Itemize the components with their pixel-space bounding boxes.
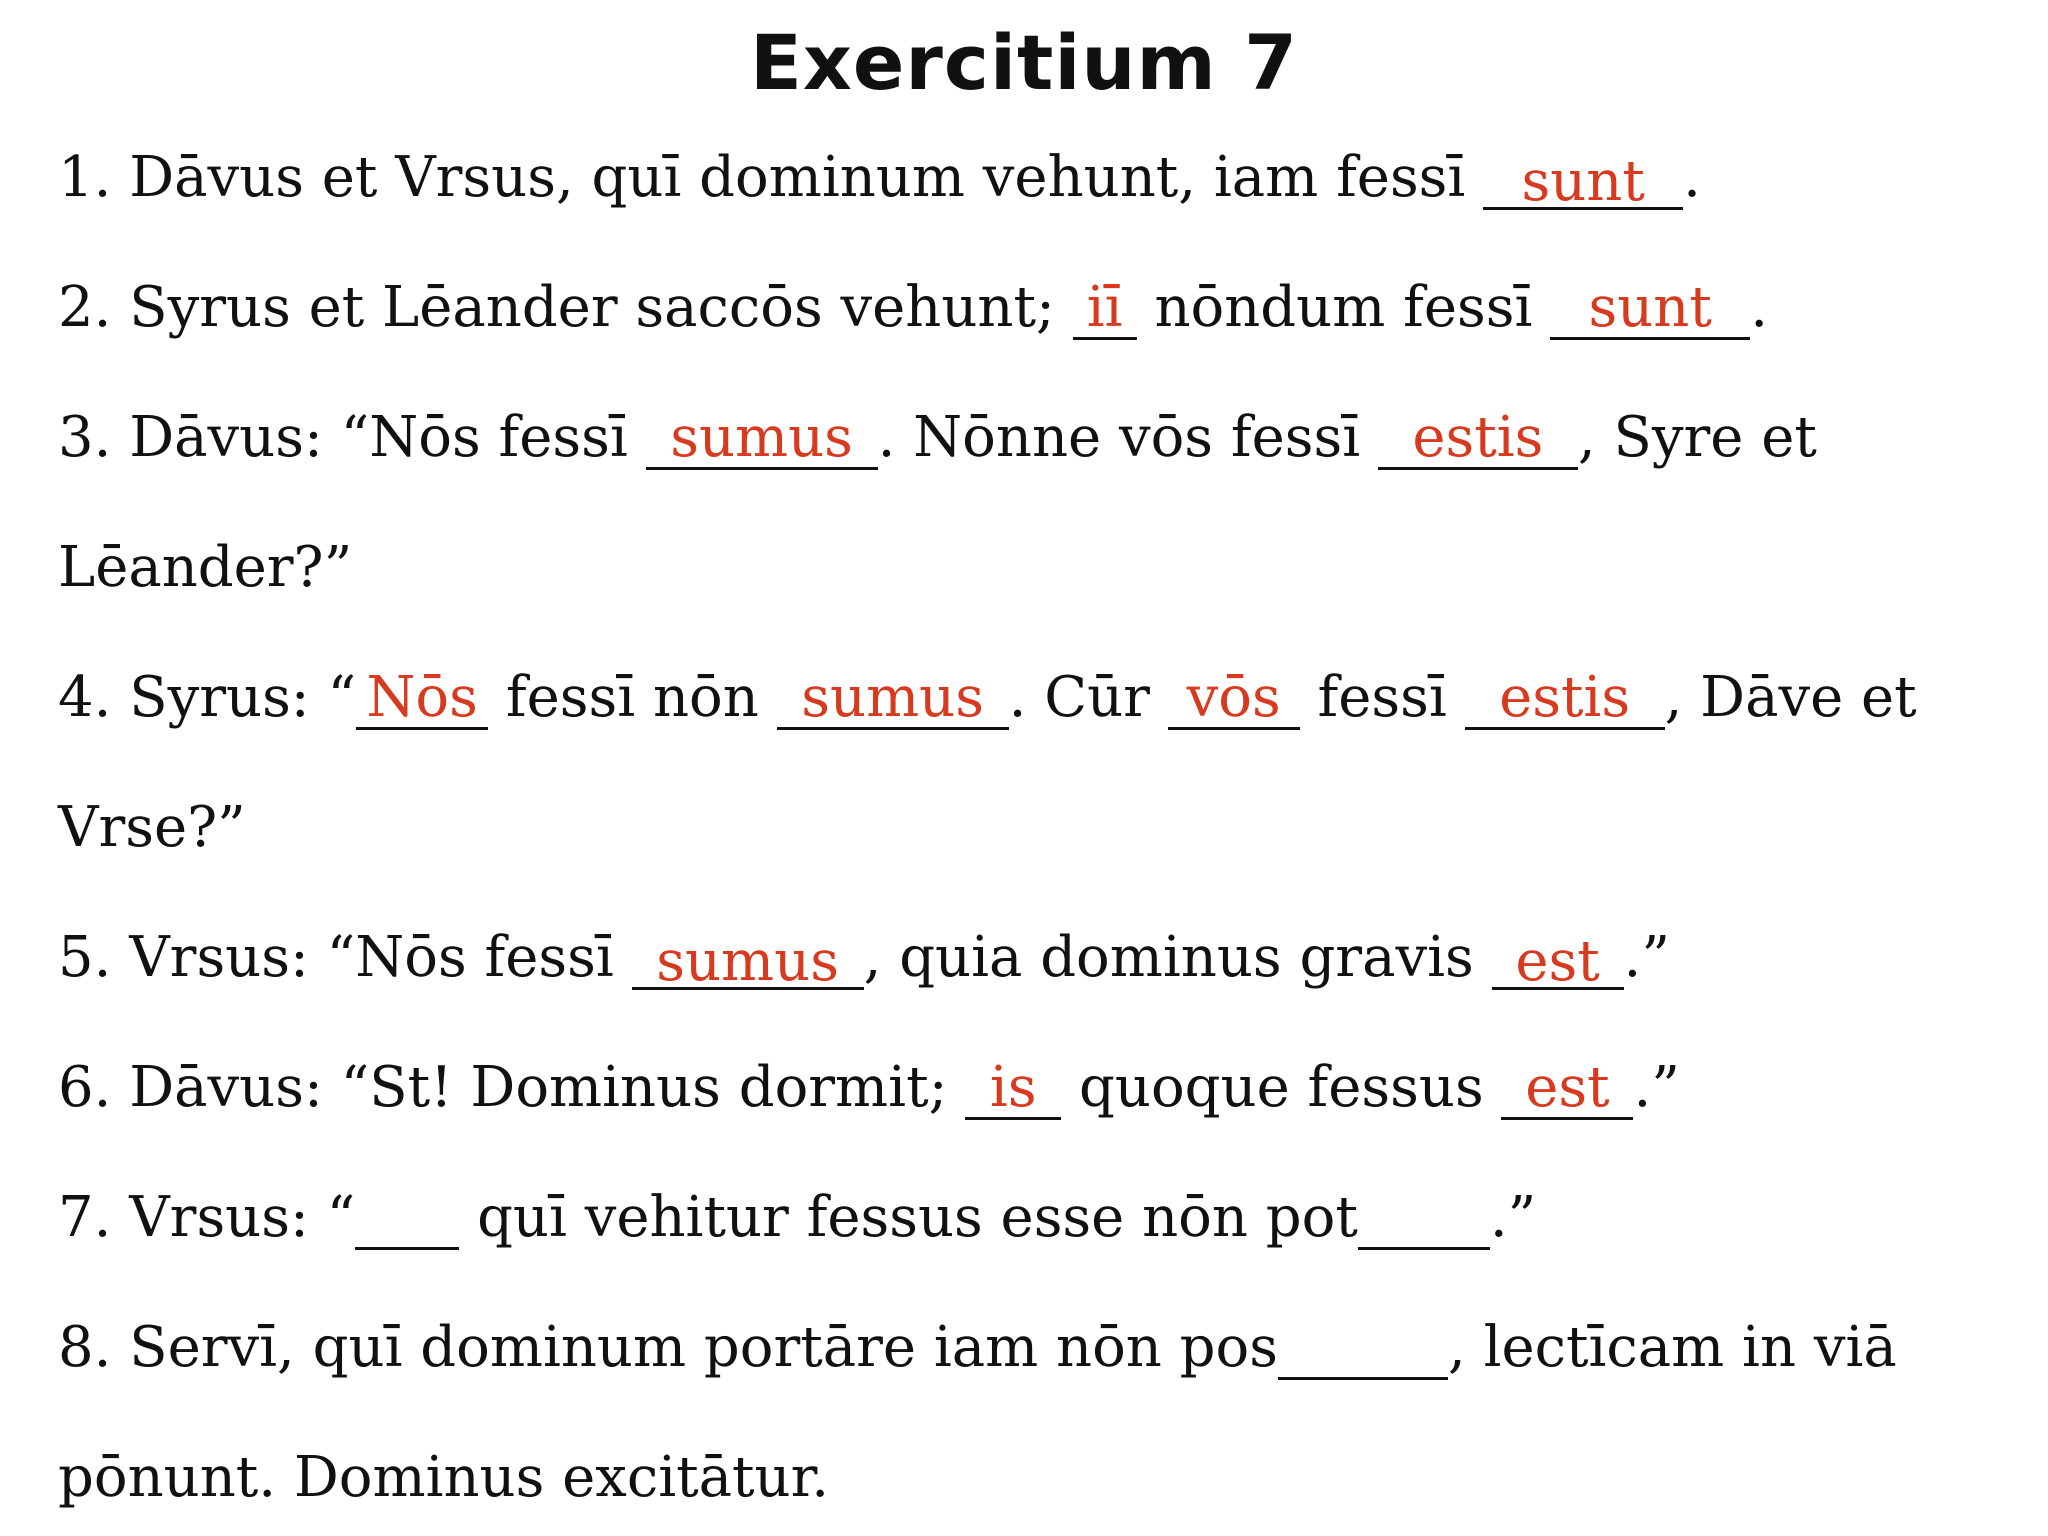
answer-blank xyxy=(356,658,488,738)
answer-text: vōs xyxy=(1186,665,1281,730)
exercise-line xyxy=(58,398,1817,478)
line-text: 2. Syrus et Lēander saccōs vehunt; xyxy=(58,275,1073,340)
answer-blank xyxy=(1358,1178,1490,1258)
line-text: 7. Vrsus: “ xyxy=(58,1185,356,1250)
exercise-line xyxy=(58,918,1670,998)
answer-text: est xyxy=(1525,1055,1610,1120)
exercise-line xyxy=(58,138,1701,218)
line-text: , Syre et xyxy=(1577,405,1817,470)
exercise-line xyxy=(58,1178,1536,1258)
answer-blank xyxy=(1465,658,1665,738)
line-text: fessī nōn xyxy=(488,665,777,730)
line-text: , quia dominus gravis xyxy=(863,925,1492,990)
line-text: . xyxy=(1750,275,1768,340)
line-text: 1. Dāvus et Vrsus, quī dominum vehunt, iam fessī xyxy=(58,145,1484,210)
answer-text: Nōs xyxy=(366,665,478,730)
exercise-line xyxy=(58,1438,829,1518)
answer-blank xyxy=(1073,268,1137,348)
line-text: . xyxy=(1683,145,1701,210)
answer-text xyxy=(1354,1315,1372,1380)
answer-blank xyxy=(632,918,864,998)
answer-text: sunt xyxy=(1588,275,1712,340)
answer-blank xyxy=(777,658,1009,738)
line-text: . Cūr xyxy=(1008,665,1168,730)
exercise-line xyxy=(58,528,352,608)
answer-text: is xyxy=(989,1055,1037,1120)
line-text: quī vehitur fessus esse nōn pot xyxy=(459,1185,1358,1250)
line-text: .” xyxy=(1623,925,1670,990)
answer-blank xyxy=(1492,918,1624,998)
exercise-line xyxy=(58,1308,1897,1388)
exercise-line xyxy=(58,788,246,868)
line-text: .” xyxy=(1489,1185,1537,1250)
line-text: , Dāve et xyxy=(1664,665,1917,730)
line-text: Vrse?” xyxy=(58,795,246,860)
line-text: .” xyxy=(1633,1055,1680,1120)
exercise-line xyxy=(58,268,1768,348)
line-text: 4. Syrus: “ xyxy=(58,665,357,730)
answer-blank xyxy=(1550,268,1750,348)
answer-text: iī xyxy=(1086,275,1123,340)
line-text: , lectīcam in viā xyxy=(1447,1315,1897,1380)
answer-text: estis xyxy=(1412,405,1544,470)
answer-text: est xyxy=(1515,929,1600,994)
answer-blank xyxy=(1501,1048,1633,1128)
answer-text: sumus xyxy=(801,665,984,730)
answer-text: sunt xyxy=(1521,149,1645,214)
answer-text xyxy=(398,1185,416,1250)
line-text: 6. Dāvus: “St! Dominus dormit; xyxy=(58,1055,966,1120)
answer-blank xyxy=(1168,658,1300,738)
line-text: quoque fessus xyxy=(1061,1055,1502,1120)
exercise-line xyxy=(58,658,1917,738)
line-text: . Nōnne vōs fessī xyxy=(877,405,1378,470)
line-text: fessī xyxy=(1299,665,1465,730)
page-title: Exercitium 7 xyxy=(749,18,1299,107)
exercise-line xyxy=(58,1048,1680,1128)
line-text: 8. Servī, quī dominum portāre iam nōn pos xyxy=(58,1315,1278,1380)
answer-text: estis xyxy=(1499,665,1631,730)
answer-text xyxy=(1415,1185,1433,1250)
answer-blank xyxy=(1278,1308,1448,1388)
line-text: 5. Vrsus: “Nōs fessī xyxy=(58,925,632,990)
answer-blank xyxy=(965,1048,1061,1128)
answer-text: sumus xyxy=(670,405,853,470)
answer-text: sumus xyxy=(656,929,839,994)
line-text: nōndum fessī xyxy=(1136,275,1551,340)
line-text: 3. Dāvus: “Nōs fessī xyxy=(58,405,646,470)
answer-blank xyxy=(1378,398,1578,478)
answer-blank xyxy=(355,1178,459,1258)
line-text: pōnunt. Dominus excitātur. xyxy=(58,1445,830,1510)
answer-blank xyxy=(646,398,878,478)
line-text: Lēander?” xyxy=(58,535,353,600)
answer-blank xyxy=(1483,138,1683,218)
